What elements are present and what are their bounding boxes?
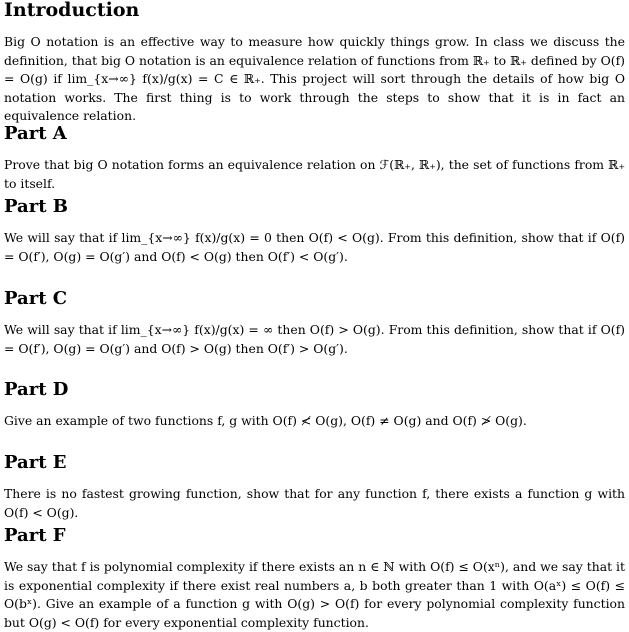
part-f-paragraph: We say that f is polynomial complexity if there exists an n ∈ ℕ with O(f) ≤ O(xⁿ), and we say that it is exponential complexity if there exist real numbers a, b both greater than 1 with O(aˣ) ≤ O(f) ≤ O(bˣ). Give an example of a function g with O(g) > O(f) for every polynomial complexity function but O(g) < O(f) for every exponential complexity function. <box>4 559 625 630</box>
part-c-heading: Part C <box>4 288 68 309</box>
intro-paragraph: Big O notation is an effective way to measure how quickly things grow. In class we discuss the definition, that big O notation is an equivalence relation of functions from ℝ₊ to ℝ₊ defined by O(f) = O(g) if lim_{x→∞} f(x)/g(x) = C ∈ ℝ₊. This project will sort through the details of how big O notation works. The first thing is to work through the steps to show that it is in fact an equivalence relation. <box>4 34 625 123</box>
part-d-paragraph: Give an example of two functions f, g with O(f) ≮ O(g), O(f) ≠ O(g) and O(f) ≯ O(g). <box>4 413 527 428</box>
part-b-heading: Part B <box>4 196 68 217</box>
part-f-heading: Part F <box>4 525 66 546</box>
part-d-heading: Part D <box>4 379 69 400</box>
part-a-heading: Part A <box>4 123 67 144</box>
part-a-paragraph: Prove that big O notation forms an equivalence relation on ℱ(ℝ₊, ℝ₊), the set of functions from ℝ₊ to itself. <box>4 157 625 191</box>
part-b-paragraph: We will say that if lim_{x→∞} f(x)/g(x) = 0 then O(f) < O(g). From this definition, show that if O(f) = O(f′), O(g) = O(g′) and O(f) < O(g) then O(f′) < O(g′). <box>4 230 625 264</box>
intro-heading: Introduction <box>4 0 140 21</box>
part-e-paragraph: There is no fastest growing function, show that for any function f, there exists a function g with O(f) < O(g). <box>4 486 625 520</box>
part-e-heading: Part E <box>4 452 67 473</box>
part-c-paragraph: We will say that if lim_{x→∞} f(x)/g(x) = ∞ then O(f) > O(g). From this definition, show that if O(f) = O(f′), O(g) = O(g′) and O(f) > O(g) then O(f′) > O(g′). <box>4 322 625 356</box>
